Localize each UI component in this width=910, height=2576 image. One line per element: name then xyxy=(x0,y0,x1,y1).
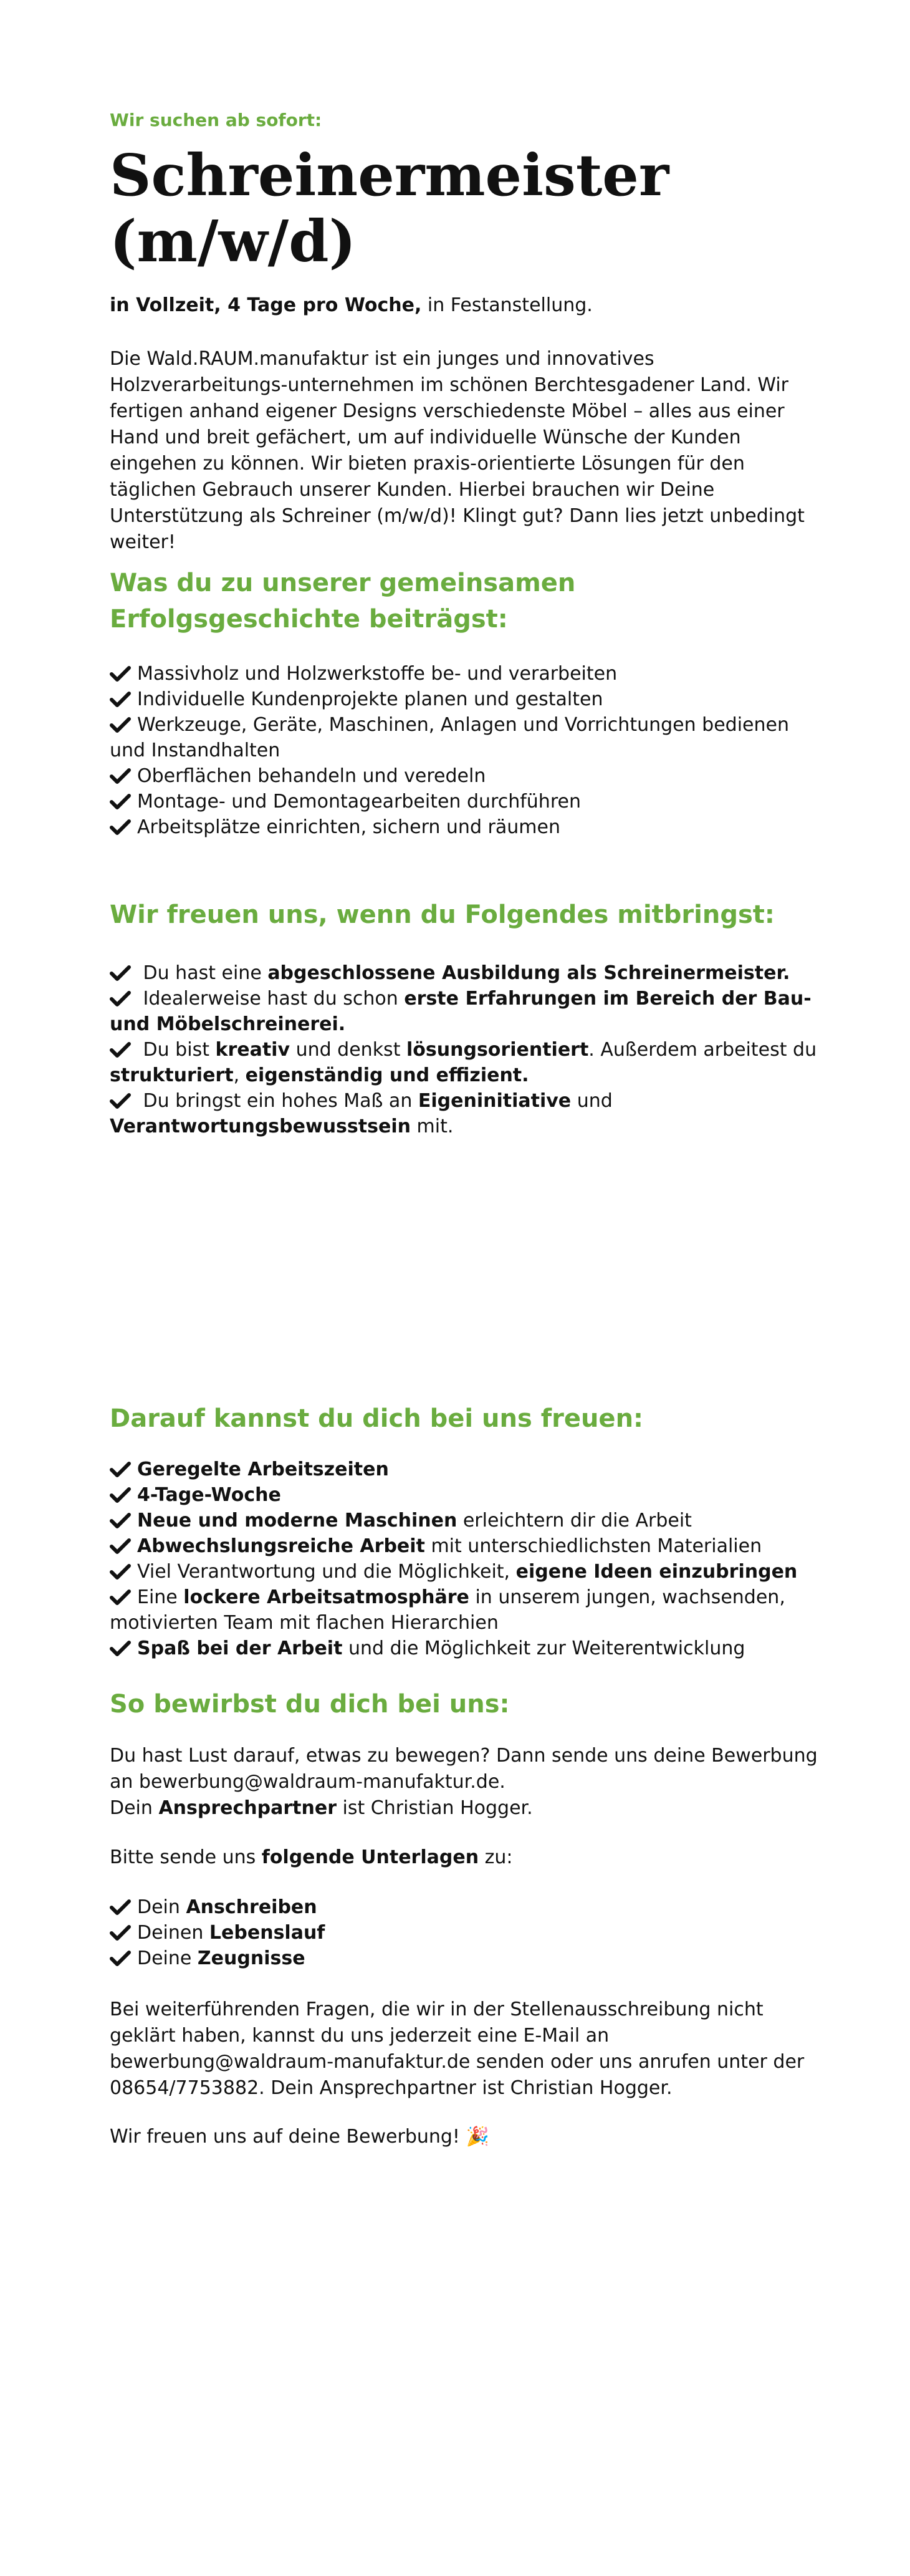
doc-bold: Zeugnisse xyxy=(197,1947,305,1969)
benefit-bold: Geregelte Arbeitszeiten xyxy=(137,1459,389,1480)
tasks-list xyxy=(110,661,820,840)
check-icon xyxy=(110,1487,132,1503)
benefit-text: Eine xyxy=(137,1586,184,1608)
check-icon xyxy=(110,1563,132,1580)
page-title xyxy=(110,142,669,274)
apply-bold: Ansprechpartner xyxy=(158,1797,337,1819)
req-text: Du hast eine xyxy=(137,962,268,984)
list-item xyxy=(110,712,820,763)
doc-bold: Anschreiben xyxy=(186,1896,317,1918)
documents-list xyxy=(110,1894,820,1971)
check-icon xyxy=(110,1461,132,1477)
req-text: . Außerdem arbeitest du xyxy=(588,1039,817,1061)
req-text: und denkst xyxy=(290,1039,406,1061)
benefit-text: mit unterschiedlichsten Materialien xyxy=(424,1535,762,1557)
req-bold: eigenständig und effizient. xyxy=(245,1064,529,1086)
list-item xyxy=(110,1482,820,1508)
closing-line: Wir freuen uns auf deine Bewerbung! 🎉 xyxy=(110,2126,489,2148)
check-icon xyxy=(110,768,132,784)
benefits-heading: Darauf kannst du dich bei uns freuen: xyxy=(110,1404,644,1433)
check-icon xyxy=(110,1041,132,1058)
req-text: mit. xyxy=(410,1116,454,1137)
check-icon xyxy=(110,819,132,835)
check-icon xyxy=(110,1093,132,1109)
benefits-list xyxy=(110,1457,820,1661)
check-icon xyxy=(110,1589,132,1605)
req-bold: erste Erfahrungen im Bereich der Bau- und Möbelschreinerei. xyxy=(110,988,812,1035)
list-item xyxy=(110,661,820,687)
benefit-text: Viel Verantwortung und die Möglichkeit, xyxy=(137,1561,516,1583)
check-icon xyxy=(110,691,132,707)
doc-text: Deine xyxy=(137,1947,198,1969)
employment-type-rest: in Festanstellung. xyxy=(421,294,593,316)
task-text: Werkzeuge, Geräte, Maschinen, Anlagen und Vorrichtungen bedienen und Instandhalten xyxy=(110,714,789,761)
apply-paragraph xyxy=(110,1743,820,1821)
title-line-2: (m/w/d) xyxy=(110,208,357,275)
req-text: und xyxy=(571,1090,613,1112)
benefit-bold: Spaß bei der Arbeit xyxy=(137,1638,343,1659)
tasks-heading: Was du zu unserer gemeinsamen Erfolgsgeschichte beiträgst: xyxy=(110,569,576,634)
check-icon xyxy=(110,1512,132,1528)
doc-text: Dein xyxy=(137,1896,186,1918)
check-icon xyxy=(110,793,132,809)
check-icon xyxy=(110,1924,132,1941)
list-item xyxy=(110,1088,820,1139)
title-line-1: Schreinermeister xyxy=(110,142,669,209)
list-item xyxy=(110,1894,820,1920)
list-item xyxy=(110,763,820,789)
req-text: Idealerweise hast du schon xyxy=(137,988,405,1010)
list-item xyxy=(110,1636,820,1661)
list-item xyxy=(110,1920,820,1946)
list-item xyxy=(110,1585,820,1636)
doc-bold: Lebenslauf xyxy=(209,1922,325,1944)
list-item xyxy=(110,1037,820,1088)
req-text: , xyxy=(233,1064,246,1086)
task-text: Individuelle Kundenprojekte planen und gestalten xyxy=(137,688,603,710)
req-bold: abgeschlossene Ausbildung als Schreinermeister. xyxy=(267,962,790,984)
benefit-text: erleichtern dir die Arbeit xyxy=(457,1510,692,1532)
employment-type xyxy=(110,293,593,318)
questions-paragraph: Bei weiterführenden Fragen, die wir in der Stellenausschreibung nicht geklärt haben, kannst du uns jederzeit eine E-Mail an bewerbung@waldraum-manufaktur.de senden oder uns anrufen unter der 08654/7753882. Dein Ansprechpartner ist Christian Hogger. xyxy=(110,1999,805,2099)
requirements-heading: Wir freuen uns, wenn du Folgendes mitbringst: xyxy=(110,900,775,929)
apply-bold: folgende Unterlagen xyxy=(261,1846,479,1868)
list-item xyxy=(110,1946,820,1971)
check-icon xyxy=(110,1538,132,1554)
req-bold: lösungsorientiert xyxy=(406,1039,589,1061)
list-item xyxy=(110,1559,820,1585)
list-item xyxy=(110,1533,820,1559)
check-icon xyxy=(110,965,132,981)
req-bold: kreativ xyxy=(215,1039,290,1061)
check-icon xyxy=(110,665,132,682)
task-text: Arbeitsplätze einrichten, sichern und räumen xyxy=(137,816,560,838)
apply-text: zu: xyxy=(479,1846,513,1868)
req-text: Du bringst ein hohes Maß an xyxy=(137,1090,418,1112)
apply-heading: So bewirbst du dich bei uns: xyxy=(110,1690,510,1719)
kicker: Wir suchen ab sofort: xyxy=(110,110,322,130)
req-text: Du bist xyxy=(137,1039,216,1061)
apply-text: Bitte sende uns xyxy=(110,1846,262,1868)
list-item xyxy=(110,960,820,986)
list-item xyxy=(110,986,820,1037)
check-icon xyxy=(110,1640,132,1656)
list-item xyxy=(110,687,820,712)
task-text: Montage- und Demontagearbeiten durchführen xyxy=(137,791,581,813)
documents-intro xyxy=(110,1845,820,1871)
apply-text: Du hast Lust darauf, etwas zu bewegen? Dann sende uns deine Bewerbung an bewerbung@waldraum-manufaktur.de. xyxy=(110,1745,818,1793)
requirements-list xyxy=(110,960,820,1139)
benefit-bold: lockere Arbeitsatmosphäre xyxy=(183,1586,469,1608)
benefit-bold: 4-Tage-Woche xyxy=(137,1484,281,1506)
list-item xyxy=(110,1457,820,1482)
intro-paragraph: Die Wald.RAUM.manufaktur ist ein junges und innovatives Holzverarbeitungs-unternehmen im schönen Berchtesgadener Land. Wir fertigen anhand eigener Designs verschiedenste Möbel – alles aus einer Hand und breit gefächert, um auf individuelle Wünsche der Kunden eingehen zu können. Wir bieten praxis-orientierte Lösungen für den täglichen Gebrauch unserer Kunden. Hierbei brauchen wir Deine Unterstützung als Schreiner (m/w/d)! Klingt gut? Dann lies jetzt unbedingt weiter! xyxy=(110,348,805,553)
benefit-bold: Abwechslungsreiche Arbeit xyxy=(137,1535,425,1557)
benefit-bold: Neue und moderne Maschinen xyxy=(137,1510,457,1532)
benefit-bold: eigene Ideen einzubringen xyxy=(515,1561,798,1583)
benefit-text: und die Möglichkeit zur Weiterentwicklung xyxy=(342,1638,745,1659)
list-item xyxy=(110,1508,820,1533)
benefit-text: in unserem jungen, wachsenden, motivierten Team mit flachen Hierarchien xyxy=(110,1586,785,1634)
task-text: Oberflächen behandeln und veredeln xyxy=(137,765,486,787)
check-icon xyxy=(110,1899,132,1915)
req-bold: strukturiert xyxy=(110,1064,234,1086)
req-bold: Verantwortungsbewusstsein xyxy=(110,1116,411,1137)
check-icon xyxy=(110,1950,132,1966)
list-item xyxy=(110,789,820,814)
check-icon xyxy=(110,990,132,1006)
doc-text: Deinen xyxy=(137,1922,209,1944)
employment-type-bold: in Vollzeit, 4 Tage pro Woche, xyxy=(110,294,422,316)
apply-text: ist Christian Hogger. xyxy=(337,1797,533,1819)
req-bold: Eigeninitiative xyxy=(418,1090,572,1112)
apply-text: Dein xyxy=(110,1797,159,1819)
task-text: Massivholz und Holzwerkstoffe be- und verarbeiten xyxy=(137,663,618,685)
check-icon xyxy=(110,716,132,733)
list-item xyxy=(110,814,820,840)
